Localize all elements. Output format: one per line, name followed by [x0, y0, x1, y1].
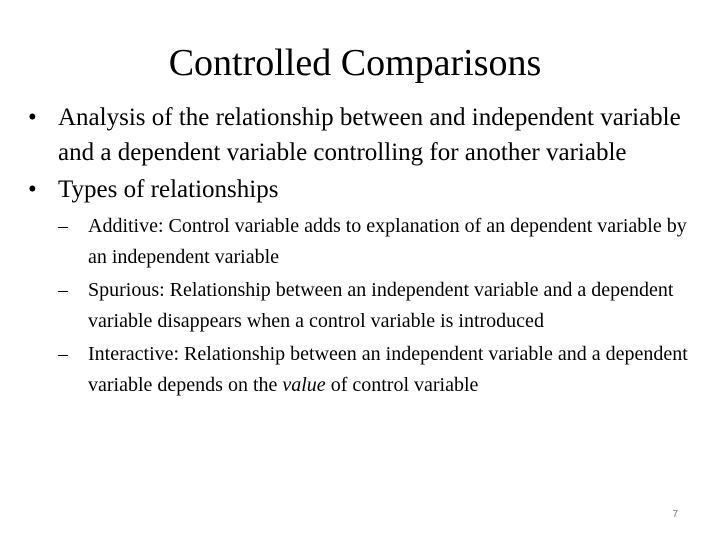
bullet-text: Analysis of the relationship between and independent variable and a dependent variable controlling for another variable: [58, 104, 681, 166]
sub-bullet-text-before: Interactive: Relationship between an independent variable and a dependent variable depends on the: [88, 343, 688, 396]
bullet-types: [28, 172, 692, 207]
bullet-marker: •: [28, 104, 37, 131]
relationship-types-list: [58, 211, 692, 400]
sub-bullet-text: [88, 343, 688, 396]
bullet-analysis: [28, 100, 692, 170]
emphasized-value: value: [282, 373, 326, 396]
bullet-marker: •: [28, 176, 37, 203]
sub-bullet-text: Spurious: Relationship between an independent variable and a dependent variable disappears when a control variable is introduced: [88, 279, 674, 332]
sub-bullet-marker: –: [58, 215, 68, 237]
sub-bullet-marker: –: [58, 279, 68, 301]
page-number: 7: [672, 509, 678, 520]
bullet-text: Types of relationships: [58, 176, 279, 203]
sub-bullet-interactive: [58, 339, 692, 400]
slide-content: [28, 100, 692, 403]
sub-bullet-text: Additive: Control variable adds to explanation of an dependent variable by an independent variable: [88, 215, 687, 268]
sub-bullet-additive: [58, 211, 692, 272]
sub-bullet-text-after: of control variable: [325, 373, 479, 396]
slide-title: Controlled Comparisons: [168, 42, 542, 84]
sub-bullet-marker: –: [58, 343, 68, 365]
sub-bullet-spurious: [58, 275, 692, 336]
